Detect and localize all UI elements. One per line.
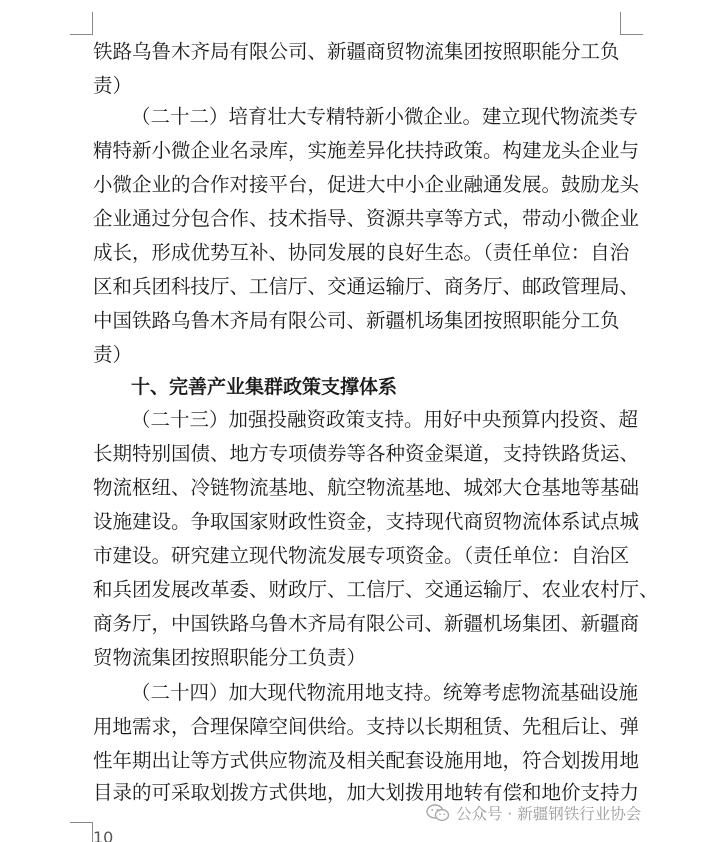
text-line: 小微企业的合作对接平台，促进大中小企业融通发展。鼓励龙头 [93, 173, 640, 196]
text-line: 成长，形成优势互补、协同发展的良好生态。（责任单位：自治 [93, 241, 630, 264]
text-line: 商务厅，中国铁路乌鲁木齐局有限公司、新疆机场集团、新疆商 [93, 612, 640, 635]
wechat-icon [426, 804, 450, 822]
corner-mark-top-right [620, 12, 643, 35]
text-line: 市建设。研究建立现代物流发展专项资金。（责任单位：自治区 [93, 544, 630, 567]
paragraph-24-first-line: （二十四）加大现代物流用地支持。统筹考虑物流基础设施 [131, 681, 639, 704]
paragraph-22-first-line: （二十二）培育壮大专精特新小微企业。建立现代物流类专 [131, 105, 639, 128]
text-line: 铁路乌鲁木齐局有限公司、新疆商贸物流集团按照职能分工负 [93, 40, 620, 63]
text-line: 区和兵团科技厅、工信厅、交通运输厅、商务厅、邮政管理局、 [93, 275, 640, 298]
text-line: 企业通过分包合作、技术指导、资源共享等方式，带动小微企业 [93, 207, 640, 230]
text-line: 性年期出让等方式供应物流及相关配套设施用地，符合划拨用地 [93, 749, 640, 772]
text-line: 和兵团发展改革委、财政厅、工信厅、交通运输厅、农业农村厅、 [93, 578, 659, 601]
section-heading: 十、完善产业集群政策支撑体系 [131, 376, 398, 398]
text-line: 责） [93, 343, 133, 366]
text-line: 中国铁路乌鲁木齐局有限公司、新疆机场集团按照职能分工负 [93, 309, 620, 332]
corner-mark-top-left [70, 12, 93, 35]
watermark [426, 798, 641, 828]
text-line: 贸物流集团按照职能分工负责） [93, 646, 367, 669]
page-number: 10 [93, 828, 114, 842]
text-line: 设施建设。争取国家财政性资金，支持现代商贸物流体系试点城 [93, 510, 640, 533]
text-line: 责） [93, 74, 133, 97]
corner-mark-bottom-left [70, 822, 93, 842]
text-line: 用地需求，合理保障空间供给。支持以长期租赁、先租后让、弹 [93, 715, 640, 738]
text-line: 长期特别国债、地方专项债券等各种资金渠道，支持铁路货运、 [93, 442, 640, 465]
text-line: 目录的可采取划拨方式供地，加大划拨用地转有偿和地价支持力 [93, 781, 640, 804]
text-line: 物流枢纽、冷链物流基地、航空物流基地、城郊大仓基地等基础 [93, 476, 640, 499]
text-line: 精特新小微企业名录库，实施差异化扶持政策。构建龙头企业与 [93, 139, 640, 162]
watermark-text: 公众号 · 新疆钢铁行业协会 [456, 805, 642, 823]
paragraph-23-first-line: （二十三）加强投融资政策支持。用好中央预算内投资、超 [131, 408, 639, 431]
